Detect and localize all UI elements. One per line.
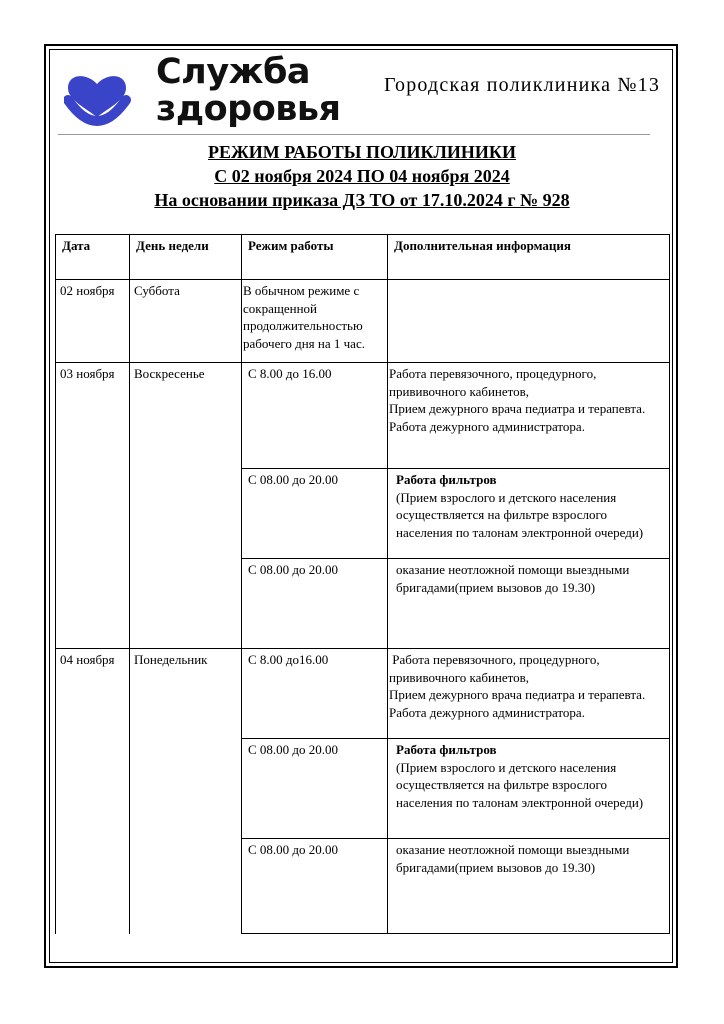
cell-mode: С 08.00 до 20.00 — [242, 559, 388, 649]
cell-mode: С 08.00 до 20.00 — [242, 739, 388, 839]
cell-day: Понедельник — [130, 649, 242, 934]
cell-mode: С 08.00 до 20.00 — [242, 469, 388, 559]
table-row — [56, 363, 670, 469]
cell-info: оказание неотложной помощи выездными бригадами(прием вызовов до 19.30) — [388, 559, 670, 649]
cell-date: 02 ноября — [56, 280, 130, 363]
logo-line-2: здоровья — [156, 89, 341, 129]
table-row — [56, 280, 670, 363]
filter-description: (Прием взрослого и детского населения осуществляется на фильтре взрослого населения по талонам электронной очереди) — [396, 759, 644, 810]
cell-mode: В обычном режиме с сокращенной продолжительностью рабочего дня на 1 час. — [242, 280, 388, 363]
info-rest: прививочного кабинетов, Прием дежурного врача педиатра и терапевта. Работа дежурного администратора. — [389, 669, 646, 720]
filter-title: Работа фильтров — [396, 472, 497, 487]
cell-info: оказание неотложной помощи выездными бригадами(прием вызовов до 19.30) — [388, 839, 670, 934]
cell-info — [388, 469, 670, 559]
header-mode: Режим работы — [242, 235, 388, 280]
table-header-row — [56, 235, 670, 280]
cell-info — [388, 649, 670, 739]
table-row — [56, 649, 670, 739]
filter-description: (Прием взрослого и детского населения осуществляется на фильтре взрослого населения по талонам электронной очереди) — [396, 489, 644, 540]
document-date-range: С 02 ноября 2024 ПО 04 ноября 2024 — [214, 166, 510, 186]
header-info: Дополнительная информация — [388, 235, 670, 280]
schedule-table — [55, 234, 670, 934]
document-order-reference: На основании приказа ДЗ ТО от 17.10.2024 г № 928 — [154, 190, 570, 210]
cell-mode: С 08.00 до 20.00 — [242, 839, 388, 934]
cell-info: Работа перевязочного, процедурного, прививочного кабинетов, Прием дежурного врача педиатра и терапевта. Работа дежурного администратора. — [388, 363, 670, 469]
header-day: День недели — [130, 235, 242, 280]
logo-wordmark — [156, 54, 341, 128]
header-date: Дата — [56, 235, 130, 280]
info-first-line: Работа перевязочного, процедурного, — [389, 652, 600, 667]
cell-info — [388, 280, 670, 363]
document-title: РЕЖИМ РАБОТЫ ПОЛИКЛИНИКИ — [208, 142, 516, 162]
cell-mode: С 8.00 до 16.00 — [242, 363, 388, 469]
filter-title: Работа фильтров — [396, 742, 497, 757]
header-divider — [58, 134, 650, 135]
cell-day: Воскресенье — [130, 363, 242, 649]
logo-line-1: Служба — [156, 52, 311, 92]
cell-day: Суббота — [130, 280, 242, 363]
cell-date: 04 ноября — [56, 649, 130, 934]
clinic-name: Городская поликлиника №13 — [384, 74, 661, 96]
cell-info — [388, 739, 670, 839]
cell-date: 03 ноября — [56, 363, 130, 649]
cell-mode: С 8.00 до16.00 — [242, 649, 388, 739]
